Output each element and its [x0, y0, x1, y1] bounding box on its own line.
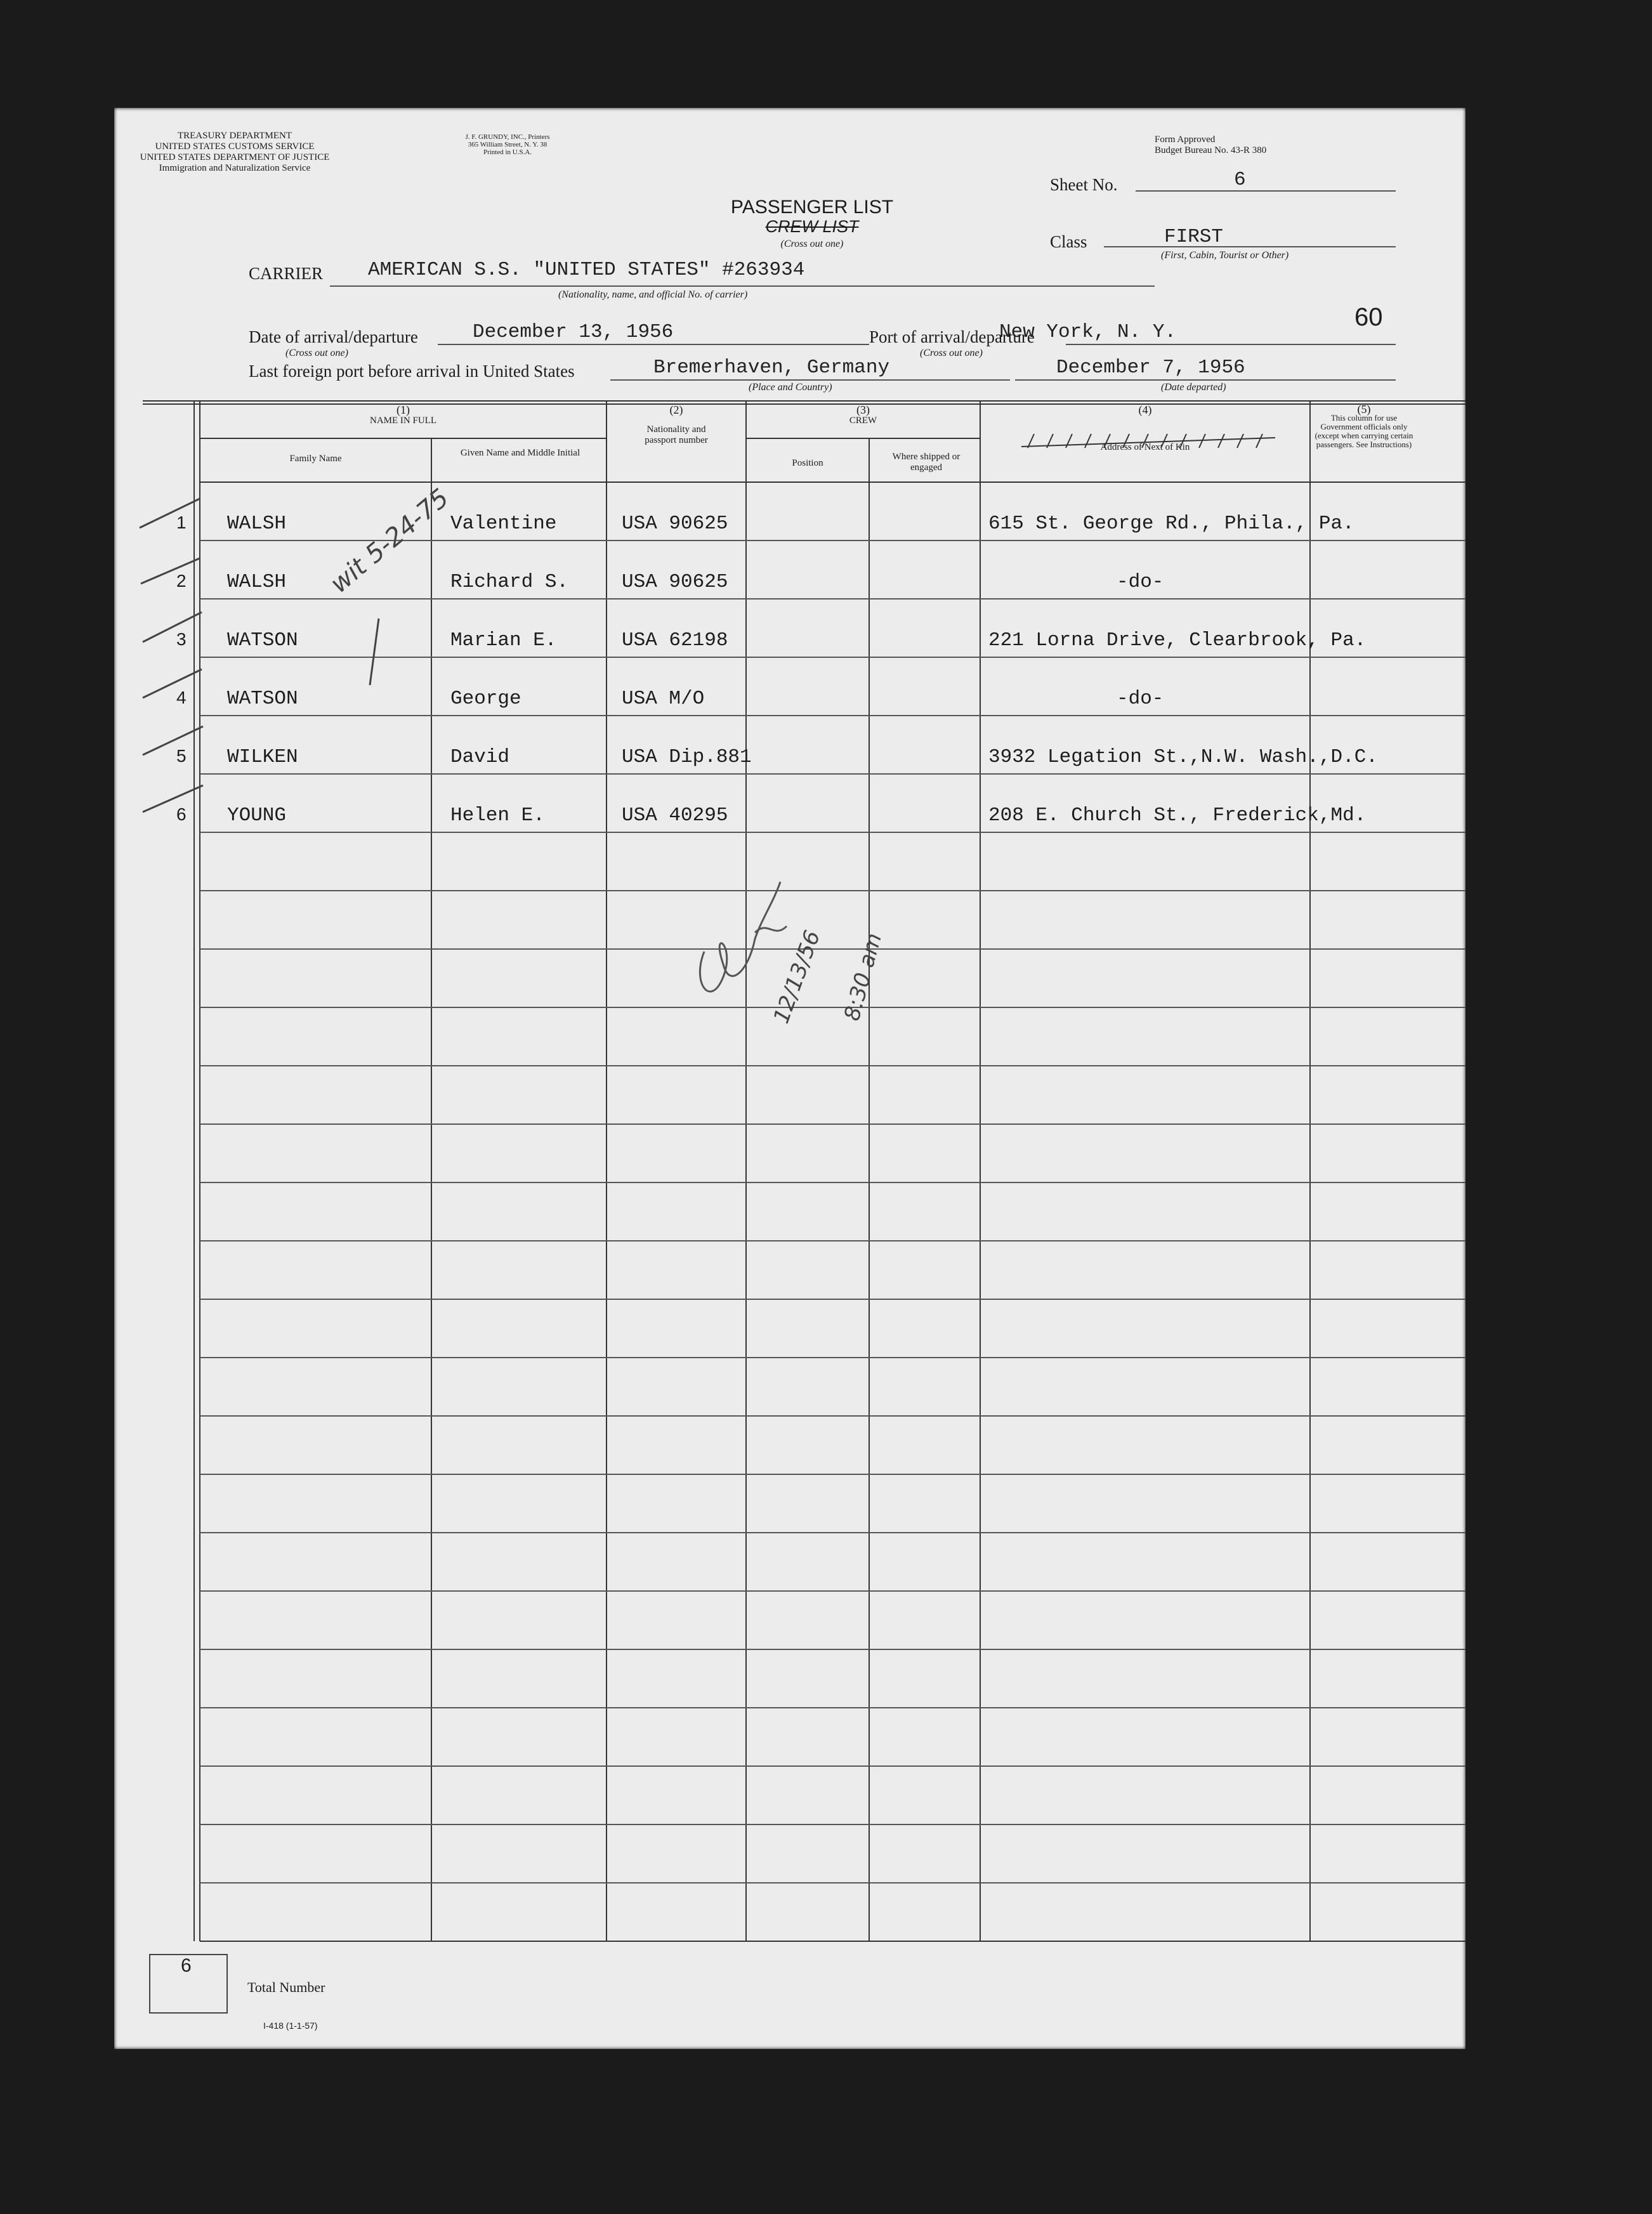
passport: USA 62198	[622, 629, 728, 652]
row-checkmarks	[133, 476, 209, 831]
corner-number: 60	[1354, 303, 1383, 331]
col2-header	[606, 405, 746, 446]
port-label: Port of arrival/departure	[869, 327, 1035, 346]
next-of-kin-address: 615 St. George Rd., Phila., Pa.	[988, 513, 1354, 535]
col5-number: (5)	[1357, 403, 1371, 416]
handwritten-annotation: wit 5-24-75	[324, 483, 455, 599]
col3-header	[746, 405, 980, 426]
given-name: David	[450, 746, 510, 768]
col1-number: (1)	[397, 403, 410, 416]
stamp-time: 8:30 am	[839, 930, 888, 1024]
family-name: WILKEN	[227, 746, 298, 768]
family-name: WALSH	[227, 513, 287, 535]
date-cross-hint: (Cross out one)	[285, 348, 348, 358]
family-name: WATSON	[227, 629, 298, 652]
handwritten-stroke	[365, 615, 384, 691]
port-value: New York, N. Y.	[999, 321, 1177, 343]
sheet-number: 6	[1234, 169, 1246, 191]
budget-bureau-line: Budget Bureau No. 43-R 380	[1155, 145, 1267, 155]
given-name: Richard S.	[450, 571, 569, 593]
document-sheet	[114, 108, 1465, 2049]
class-hint: (First, Cabin, Tourist or Other)	[1161, 250, 1289, 261]
agency-line: UNITED STATES DEPARTMENT OF JUSTICE	[140, 152, 330, 162]
passport: USA 90625	[622, 571, 728, 593]
agency-line: UNITED STATES CUSTOMS SERVICE	[155, 141, 315, 152]
row-number: 6	[176, 804, 187, 824]
col2-number: (2)	[669, 403, 683, 416]
passport: USA M/O	[622, 688, 705, 710]
class-value: FIRST	[1164, 226, 1224, 248]
arrival-date: December 13, 1956	[473, 321, 674, 343]
form-code: I-418 (1-1-57)	[263, 2021, 318, 2031]
foreign-port-label: Last foreign port before arrival in United States	[249, 362, 575, 381]
form-approved-line: Form Approved	[1155, 134, 1216, 145]
table-grid	[114, 108, 1465, 2049]
passport: USA 90625	[622, 513, 728, 535]
next-of-kin-address: 208 E. Church St., Frederick,Md.	[988, 804, 1367, 827]
passport: USA 40295	[622, 804, 728, 827]
date-departed-value: December 7, 1956	[1056, 357, 1245, 379]
row-number: 2	[176, 571, 187, 591]
family-name-header: Family Name	[289, 454, 342, 464]
class-label: Class	[1050, 232, 1087, 251]
stamp-date: 12/13/56	[768, 927, 826, 1027]
next-of-kin-address: 221 Lorna Drive, Clearbrook, Pa.	[988, 629, 1367, 652]
date-label: Date of arrival/departure	[249, 327, 418, 346]
col4-title: Address of Next of Kin	[1100, 442, 1190, 452]
given-name: Valentine	[450, 513, 557, 535]
date-departed-hint: (Date departed)	[1161, 382, 1226, 393]
struck-header-text	[1015, 429, 1282, 454]
given-name: George	[450, 688, 521, 710]
next-of-kin-address: -do-	[1117, 571, 1164, 593]
total-number-value: 6	[181, 1955, 192, 1976]
shipped-header: Where shipped or engaged	[892, 452, 960, 473]
family-name: WALSH	[227, 571, 287, 593]
row-number: 3	[176, 629, 187, 649]
printer-line: 365 William Street, N. Y. 38	[468, 141, 547, 148]
printer-line: J. F. GRUNDY, INC., Printers	[465, 133, 550, 141]
passport: USA Dip.881	[622, 746, 752, 768]
row-number: 1	[176, 513, 187, 532]
carrier-hint: (Nationality, name, and official No. of carrier)	[558, 289, 748, 300]
printer-line: Printed in U.S.A.	[483, 148, 532, 156]
cross-out-hint: (Cross out one)	[780, 239, 844, 249]
col5-header	[1313, 405, 1415, 449]
next-of-kin-address: -do-	[1117, 688, 1164, 710]
carrier-value: AMERICAN S.S. "UNITED STATES" #263934	[368, 259, 805, 281]
family-name: YOUNG	[227, 804, 287, 827]
total-number-label: Total Number	[247, 1979, 325, 1995]
row-number: 5	[176, 746, 187, 766]
given-name-header: Given Name and Middle Initial	[460, 448, 580, 458]
col3-title: CREW	[849, 416, 877, 426]
col1-header	[200, 405, 606, 426]
col4-number: (4)	[1138, 403, 1152, 416]
family-name: WATSON	[227, 688, 298, 710]
struck-title: CREW LIST	[765, 217, 859, 236]
carrier-label: CARRIER	[249, 264, 324, 283]
position-header: Position	[792, 458, 823, 468]
col1-title: NAME IN FULL	[370, 416, 436, 426]
form-title: PASSENGER LIST	[730, 197, 894, 218]
given-name: Marian E.	[450, 629, 557, 652]
col5-title: This column for use Government officials only (except when carrying certain passengers. See Instructions)	[1314, 413, 1413, 449]
row-number: 4	[176, 688, 187, 707]
next-of-kin-address: 3932 Legation St.,N.W. Wash.,D.C.	[988, 746, 1378, 768]
foreign-port-value: Bremerhaven, Germany	[653, 357, 890, 379]
agency-line: Immigration and Naturalization Service	[159, 163, 311, 173]
col3-number: (3)	[856, 403, 870, 416]
foreign-port-hint: (Place and Country)	[749, 382, 832, 393]
port-cross-hint: (Cross out one)	[920, 348, 983, 358]
agency-line: TREASURY DEPARTMENT	[177, 131, 292, 141]
sheet-label: Sheet No.	[1050, 175, 1118, 194]
col2-title: Nationality and passport number	[645, 424, 708, 445]
given-name: Helen E.	[450, 804, 545, 827]
